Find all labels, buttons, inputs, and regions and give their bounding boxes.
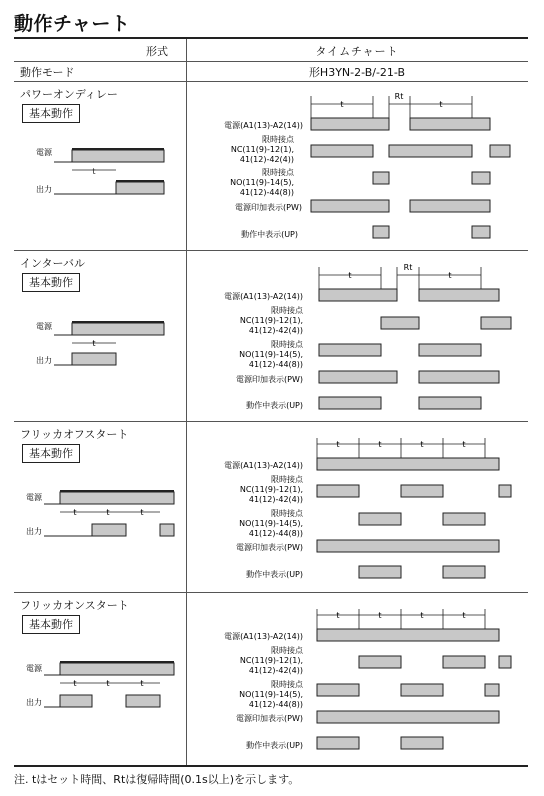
chart-pw-label: 電源印加表示(PW) bbox=[236, 543, 303, 552]
pw-bar bbox=[317, 540, 499, 552]
chart-no1: NO(11(9)-14(5), bbox=[230, 178, 294, 187]
chart-no-head: 限時接点 bbox=[271, 340, 303, 349]
t-label: t bbox=[73, 508, 77, 517]
chart-no1: NO(11(9)-14(5), bbox=[239, 690, 303, 699]
output-bar bbox=[116, 182, 164, 194]
t-label: t bbox=[336, 440, 340, 449]
chart-no-head: 限時接点 bbox=[271, 509, 303, 518]
left-output-label: 出力 bbox=[26, 698, 42, 707]
rt-label: Rt bbox=[403, 263, 413, 272]
t-label: t bbox=[420, 440, 424, 449]
timing-diagram bbox=[14, 82, 528, 250]
t-label: t bbox=[73, 679, 77, 688]
t-label: t bbox=[140, 508, 144, 517]
nc-bar bbox=[499, 485, 511, 497]
left-output-label: 出力 bbox=[36, 356, 52, 365]
chart-power-label: 電源(A1(13)-A2(14)) bbox=[224, 632, 303, 641]
chart-power-label: 電源(A1(13)-A2(14)) bbox=[224, 292, 303, 301]
t-label: t bbox=[336, 611, 340, 620]
left-power-label: 電源 bbox=[36, 148, 52, 157]
left-power-label: 電源 bbox=[26, 664, 42, 673]
power-bar bbox=[317, 629, 499, 641]
chart-nc-head: 限時接点 bbox=[262, 135, 294, 144]
header-row-type bbox=[14, 39, 528, 62]
chart-nc-head: 限時接点 bbox=[271, 306, 303, 315]
chart-no1: NO(11(9)-14(5), bbox=[239, 519, 303, 528]
nc-bar bbox=[443, 656, 485, 668]
up-bar bbox=[319, 397, 381, 409]
up-bar bbox=[472, 226, 490, 238]
power-bar bbox=[419, 289, 499, 301]
no-bar bbox=[485, 684, 499, 696]
no-bar bbox=[373, 172, 389, 184]
nc-bar bbox=[389, 145, 472, 157]
left-output-label: 出力 bbox=[26, 527, 42, 536]
nc-bar bbox=[317, 485, 359, 497]
nc-bar bbox=[311, 145, 373, 157]
chart-nc2: 41(12)-42(4)) bbox=[248, 666, 303, 675]
nc-bar bbox=[481, 317, 511, 329]
chart-nc1: NC(11(9)-12(1), bbox=[239, 656, 303, 665]
t-label: t bbox=[439, 100, 443, 109]
no-bar bbox=[472, 172, 490, 184]
t-label: t bbox=[378, 440, 382, 449]
chart-up-label: 動作中表示(UP) bbox=[246, 570, 303, 579]
pw-bar bbox=[419, 371, 499, 383]
up-bar bbox=[373, 226, 389, 238]
chart-no2: 41(12)-44(8)) bbox=[248, 529, 303, 538]
nc-bar bbox=[490, 145, 510, 157]
nc-bar bbox=[359, 656, 401, 668]
chart-nc-head: 限時接点 bbox=[271, 646, 303, 655]
no-bar bbox=[359, 513, 401, 525]
header-timechart-label: タイムチャート bbox=[315, 45, 399, 58]
output-bar bbox=[92, 524, 126, 536]
chart-no-head: 限時接点 bbox=[262, 168, 294, 177]
power-bar bbox=[72, 323, 164, 335]
pw-bar bbox=[319, 371, 397, 383]
up-bar bbox=[401, 737, 443, 749]
mode-name: フリッカオンスタート bbox=[20, 599, 129, 612]
left-power-label: 電源 bbox=[36, 322, 52, 331]
chart-nc1: NC(11(9)-12(1), bbox=[239, 485, 303, 494]
left-output-label: 出力 bbox=[36, 185, 52, 194]
chart-no-head: 限時接点 bbox=[271, 680, 303, 689]
chart-nc1: NC(11(9)-12(1), bbox=[230, 145, 294, 154]
t-label: t bbox=[92, 339, 96, 348]
chart-nc1: NC(11(9)-12(1), bbox=[239, 316, 303, 325]
power-bar bbox=[60, 663, 174, 675]
footnote: 注. tはセット時間、Rtは復帰時間(0.1s以上)を示します。 bbox=[14, 773, 300, 786]
output-bar bbox=[160, 524, 174, 536]
chart-power-label: 電源(A1(13)-A2(14)) bbox=[224, 461, 303, 470]
chart-no2: 41(12)-44(8)) bbox=[239, 188, 294, 197]
mode-name: フリッカオフスタート bbox=[20, 428, 129, 441]
header-mode-label: 動作モード bbox=[20, 66, 75, 79]
section-interval bbox=[14, 251, 528, 422]
nc-bar bbox=[499, 656, 511, 668]
power-bar bbox=[317, 458, 499, 470]
mode-name: インターバル bbox=[20, 257, 86, 270]
header-model-label: 形H3YN-2-B/-21-B bbox=[308, 66, 406, 79]
t-label: t bbox=[378, 611, 382, 620]
t-label: t bbox=[106, 508, 110, 517]
mode-name: パワーオンディレー bbox=[20, 88, 118, 101]
power-bar bbox=[60, 492, 174, 504]
timing-diagram bbox=[14, 422, 528, 592]
page-title: 動作チャート bbox=[14, 13, 131, 35]
pw-bar bbox=[410, 200, 490, 212]
basic-operation-box: 基本動作 bbox=[22, 444, 80, 463]
chart-up-label: 動作中表示(UP) bbox=[246, 741, 303, 750]
chart-pw-label: 電源印加表示(PW) bbox=[236, 714, 303, 723]
no-bar bbox=[443, 513, 485, 525]
header-type-label: 形式 bbox=[146, 45, 168, 58]
nc-bar bbox=[381, 317, 419, 329]
power-bar bbox=[72, 150, 164, 162]
chart-nc2: 41(12)-42(4)) bbox=[239, 155, 294, 164]
chart-up-label: 動作中表示(UP) bbox=[246, 401, 303, 410]
t-label: t bbox=[140, 679, 144, 688]
up-bar bbox=[443, 566, 485, 578]
rt-label: Rt bbox=[394, 92, 404, 101]
power-bar bbox=[311, 118, 389, 130]
timing-diagram bbox=[14, 593, 528, 763]
basic-operation-box: 基本動作 bbox=[22, 615, 80, 634]
t-label: t bbox=[340, 100, 344, 109]
header-row-model bbox=[14, 61, 528, 82]
t-label: t bbox=[462, 440, 466, 449]
no-bar bbox=[401, 684, 443, 696]
chart-no2: 41(12)-44(8)) bbox=[248, 360, 303, 369]
power-bar bbox=[319, 289, 397, 301]
left-power-label: 電源 bbox=[26, 493, 42, 502]
output-bar bbox=[60, 695, 92, 707]
basic-operation-box: 基本動作 bbox=[22, 273, 80, 292]
chart-pw-label: 電源印加表示(PW) bbox=[236, 375, 303, 384]
chart-nc-head: 限時接点 bbox=[271, 475, 303, 484]
t-label: t bbox=[106, 679, 110, 688]
pw-bar bbox=[311, 200, 389, 212]
nc-bar bbox=[401, 485, 443, 497]
up-bar bbox=[317, 737, 359, 749]
chart-no1: NO(11(9)-14(5), bbox=[239, 350, 303, 359]
t-label: t bbox=[348, 271, 352, 280]
basic-operation-box: 基本動作 bbox=[22, 104, 80, 123]
up-bar bbox=[359, 566, 401, 578]
column-divider bbox=[186, 39, 187, 765]
chart-up-label: 動作中表示(UP) bbox=[241, 230, 298, 239]
section-flicker-on-start bbox=[14, 593, 528, 763]
t-label: t bbox=[448, 271, 452, 280]
chart-power-label: 電源(A1(13)-A2(14)) bbox=[224, 121, 303, 130]
section-flicker-off-start bbox=[14, 422, 528, 593]
timing-diagram bbox=[14, 251, 528, 421]
t-label: t bbox=[92, 167, 96, 176]
t-label: t bbox=[420, 611, 424, 620]
output-bar bbox=[126, 695, 160, 707]
up-bar bbox=[419, 397, 481, 409]
chart-nc2: 41(12)-42(4)) bbox=[248, 326, 303, 335]
t-label: t bbox=[462, 611, 466, 620]
no-bar bbox=[317, 684, 359, 696]
chart-no2: 41(12)-44(8)) bbox=[248, 700, 303, 709]
chart-pw-label: 電源印加表示(PW) bbox=[235, 203, 302, 212]
no-bar bbox=[419, 344, 481, 356]
power-bar bbox=[410, 118, 490, 130]
no-bar bbox=[319, 344, 381, 356]
section-power-on-delay bbox=[14, 82, 528, 251]
output-bar bbox=[72, 353, 116, 365]
chart-nc2: 41(12)-42(4)) bbox=[248, 495, 303, 504]
pw-bar bbox=[317, 711, 499, 723]
